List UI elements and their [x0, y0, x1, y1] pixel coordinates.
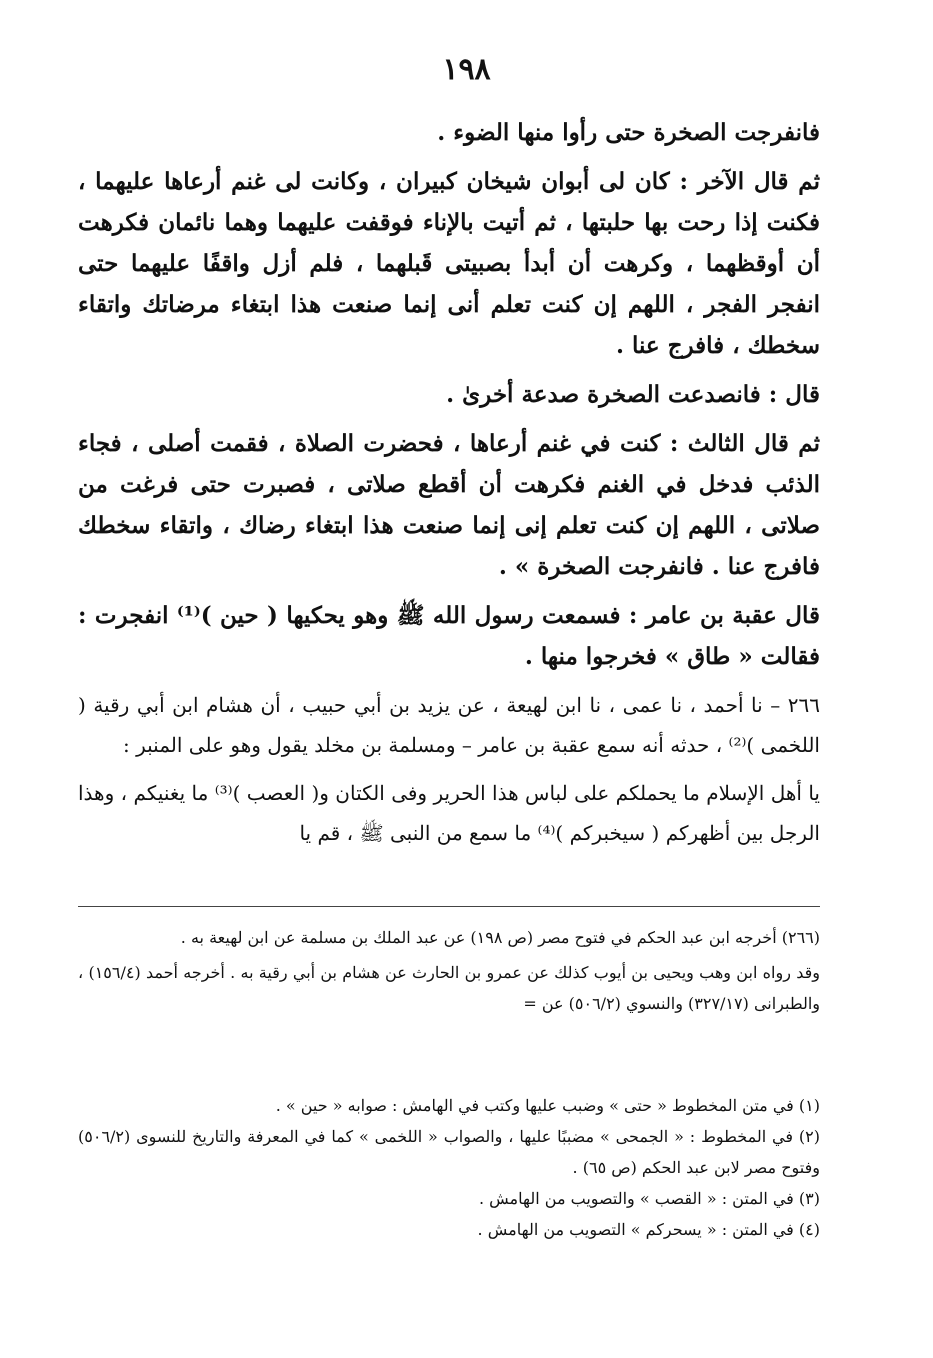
footnote-2: (٢) في المخطوط : « الجمحى » مضببًا عليها ، والصواب « اللخمى » كما في المعرفة والتاريخ للنسوى (٥٠٦/٢) وفتوح مصر لابن عبد الحكم (ص ٦٥) .	[78, 1127, 820, 1177]
footnote-1: (١) في متن المخطوط « حتى » وضبب عليها وكتب في الهامش : صوابه « حين » .	[275, 1096, 820, 1115]
paragraph-4: ثم قال الثالث : كنت في غنم أرعاها ، فحضرت الصلاة ، فقمت أصلى ، فجاء الذئب فدخل في الغنم فكرهت أن أقطع صلاتى ، فصبرت حتى فرغت من صلاتى ، اللهم إن كنت تعلم إنى إنما صنعت هذا ابتغاء رضاك ، واتقاء سخطك فافرج عنا . فانفرجت الصخرة » .	[78, 430, 820, 580]
paragraph-6: ٢٦٦ – نا أحمد ، نا عمى ، نا ابن لهيعة ، عن يزيد بن أبي حبيب ، أن هشام ابن أبي رقية ( اللخمى )⁽²⁾ ، حدثه أنه سمع عقبة بن عامر – ومسلمة بن مخلد يقول وهو على المنبر :	[78, 693, 820, 757]
footnote-4: (٤) في المتن : « يسحركم » التصويب من الهامش .	[477, 1220, 820, 1239]
footnote-3: (٣) في المتن : « القصب » والتصويب من الهامش .	[478, 1189, 820, 1208]
footnotes	[78, 1090, 820, 1245]
paragraph-1: فانفرجت الصخرة حتى رأوا منها الضوء .	[437, 119, 820, 146]
main-text	[78, 112, 820, 861]
note-2: وقد رواه ابن وهب ويحيى بن أيوب كذلك عن عمرو بن الحارث عن هشام بن أبي رقية به . أخرجه أحمد (١٥٦/٤) ، والطبرانى (٣٢٧/١٧) والنسوي (٥٠٦/٢) عن =	[78, 963, 820, 1013]
note-1: (٢٦٦) أخرجه ابن عبد الحكم في فتوح مصر (ص ١٩٨) عن عبد الملك بن مسلمة عن ابن لهيعة به .	[180, 928, 820, 947]
page-number: ١٩٨	[442, 52, 491, 87]
paragraph-2: ثم قال الآخر : كان لى أبوان شيخان كبيران ، وكانت لى غنم أرعاها عليهما ، فكنت إذا رحت بها حلبتها ، ثم أتيت بالإناء فوقفت عليهما وهما نائمان فكرهت أن أوقظهما ، وكرهت أن أبدأ بصبيتى قَبلهما ، فلم أزل واقفًا عليهما حتى انفجر الفجر ، اللهم إن كنت تعلم أنى إنما صنعت هذا ابتغاء مرضاتك واتقاء سخطك ، فافرج عنا .	[78, 168, 820, 359]
notes-divider	[78, 906, 820, 907]
paragraph-3: قال : فانصدعت الصخرة صدعة أخرىٰ .	[446, 381, 820, 408]
paragraph-5: قال عقبة بن عامر : فسمعت رسول الله ﷺ وهو يحكيها ( حين )⁽¹⁾ انفجرت : فقالت « طاق » فخرجوا منها .	[78, 602, 820, 670]
paragraph-7: يا أهل الإسلام ما يحملكم على لباس هذا الحرير وفى الكتان و( العصب )⁽³⁾ ما يغنيكم ، وهذا الرجل بين أظهركم ( سيخبركم )⁽⁴⁾ ما سمع من النبى ﷺ ، قم يا	[78, 781, 820, 845]
takhrij-notes	[78, 922, 820, 1023]
